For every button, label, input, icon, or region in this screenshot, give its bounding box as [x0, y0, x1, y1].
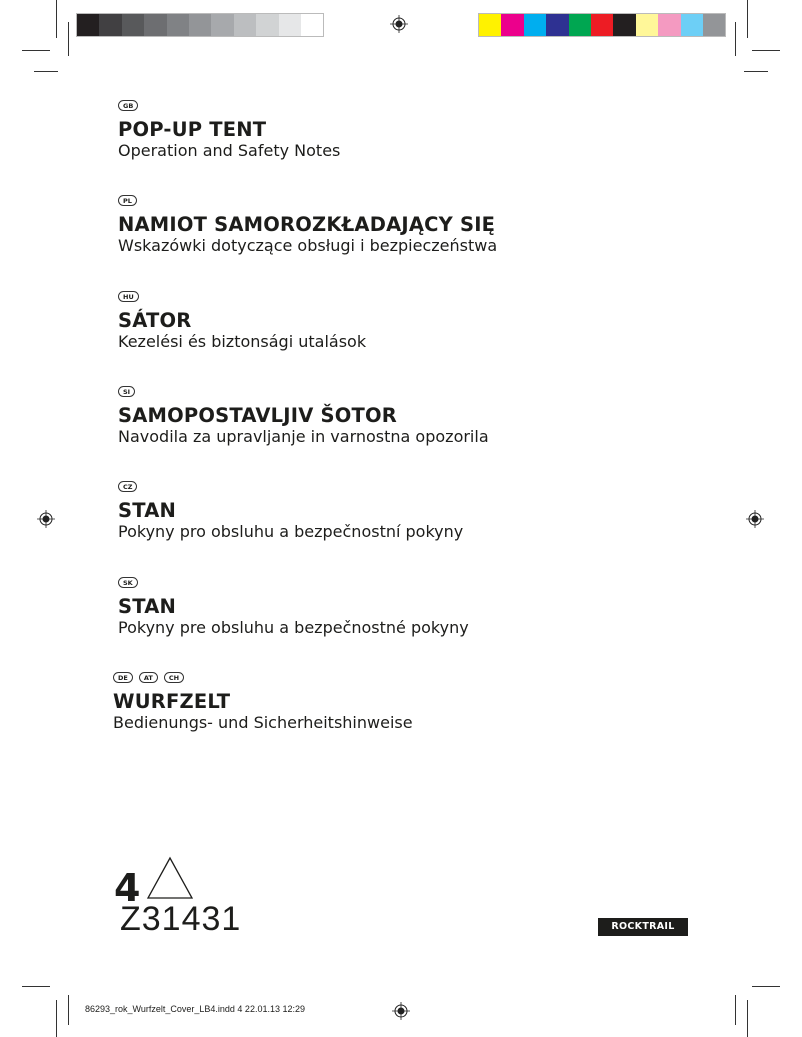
registration-mark-icon — [390, 15, 408, 33]
registration-mark-icon — [37, 510, 55, 528]
section-subtitle: Pokyny pre obsluhu a bezpečnostné pokyny — [118, 617, 469, 637]
section-subtitle: Navodila za upravljanje in varnostna opozorila — [118, 426, 489, 446]
crop-mark — [22, 986, 50, 987]
color-swatch — [636, 14, 658, 36]
section-title: NAMIOT SAMOROZKŁADAJĄCY SIĘ — [118, 213, 496, 237]
crop-mark — [747, 1000, 748, 1037]
language-badge: GB — [118, 100, 138, 111]
product-code: Z31431 — [120, 900, 242, 938]
language-badge: HU — [118, 291, 139, 302]
section-title: WURFZELT — [113, 689, 231, 713]
color-swatch — [144, 14, 166, 36]
color-swatch — [189, 14, 211, 36]
section-title: SÁTOR — [118, 308, 192, 332]
crop-mark — [744, 71, 768, 72]
crop-mark — [752, 50, 780, 51]
color-swatch — [658, 14, 680, 36]
color-swatch — [211, 14, 233, 36]
triangle-icon — [146, 856, 194, 900]
gray-color-bar — [76, 13, 324, 37]
file-slug: 86293_rok_Wurfzelt_Cover_LB4.indd 4 22.01.13 12:29 — [85, 1004, 305, 1014]
crop-mark — [735, 22, 736, 56]
language-section — [118, 577, 469, 638]
color-swatch — [546, 14, 568, 36]
language-section — [118, 481, 463, 542]
brand-logo: ROCKTRAIL — [598, 918, 688, 936]
language-section — [118, 195, 497, 256]
color-swatch — [613, 14, 635, 36]
color-swatch — [279, 14, 301, 36]
language-badge: SK — [118, 577, 138, 588]
section-subtitle: Wskazówki dotyczące obsługi i bezpieczeństwa — [118, 236, 498, 256]
color-swatch — [256, 14, 278, 36]
crop-mark — [752, 986, 780, 987]
color-swatch — [122, 14, 144, 36]
color-swatch — [591, 14, 613, 36]
section-subtitle: Kezelési és biztonsági utalások — [118, 331, 367, 351]
color-swatch — [501, 14, 523, 36]
color-swatch — [167, 14, 189, 36]
section-subtitle: Bedienungs- und Sicherheitshinweise — [113, 712, 413, 732]
crop-mark — [56, 1000, 57, 1037]
section-title: SAMOPOSTAVLJIV ŠOTOR — [118, 403, 398, 427]
section-subtitle: Operation and Safety Notes — [118, 141, 341, 160]
color-swatch — [479, 14, 501, 36]
language-badge: PL — [118, 195, 137, 206]
registration-mark-icon — [392, 1002, 410, 1020]
process-color-bar — [478, 13, 726, 37]
registration-mark-icon — [746, 510, 764, 528]
section-title: POP-UP TENT — [118, 118, 267, 141]
color-swatch — [681, 14, 703, 36]
section-title: STAN — [118, 499, 177, 523]
color-swatch — [569, 14, 591, 36]
color-swatch — [703, 14, 725, 36]
language-badge: CH — [164, 672, 184, 683]
language-section — [118, 386, 489, 447]
section-title: STAN — [118, 594, 177, 618]
crop-mark — [747, 0, 748, 38]
language-badge: AT — [139, 672, 158, 683]
crop-mark — [22, 50, 50, 51]
language-section — [118, 291, 366, 352]
crop-mark — [56, 0, 57, 38]
language-section — [113, 672, 413, 733]
language-section — [118, 100, 340, 161]
language-badge: CZ — [118, 481, 137, 492]
color-swatch — [99, 14, 121, 36]
page-number: 4 — [114, 866, 141, 910]
color-swatch — [77, 14, 99, 36]
crop-mark — [735, 995, 736, 1025]
crop-mark — [68, 22, 69, 56]
color-swatch — [524, 14, 546, 36]
color-swatch — [301, 14, 323, 36]
crop-mark — [34, 71, 58, 72]
section-subtitle: Pokyny pro obsluhu a bezpečnostní pokyny — [118, 522, 464, 542]
crop-mark — [68, 995, 69, 1025]
color-swatch — [234, 14, 256, 36]
language-badge: SI — [118, 386, 135, 397]
language-badge: DE — [113, 672, 133, 683]
